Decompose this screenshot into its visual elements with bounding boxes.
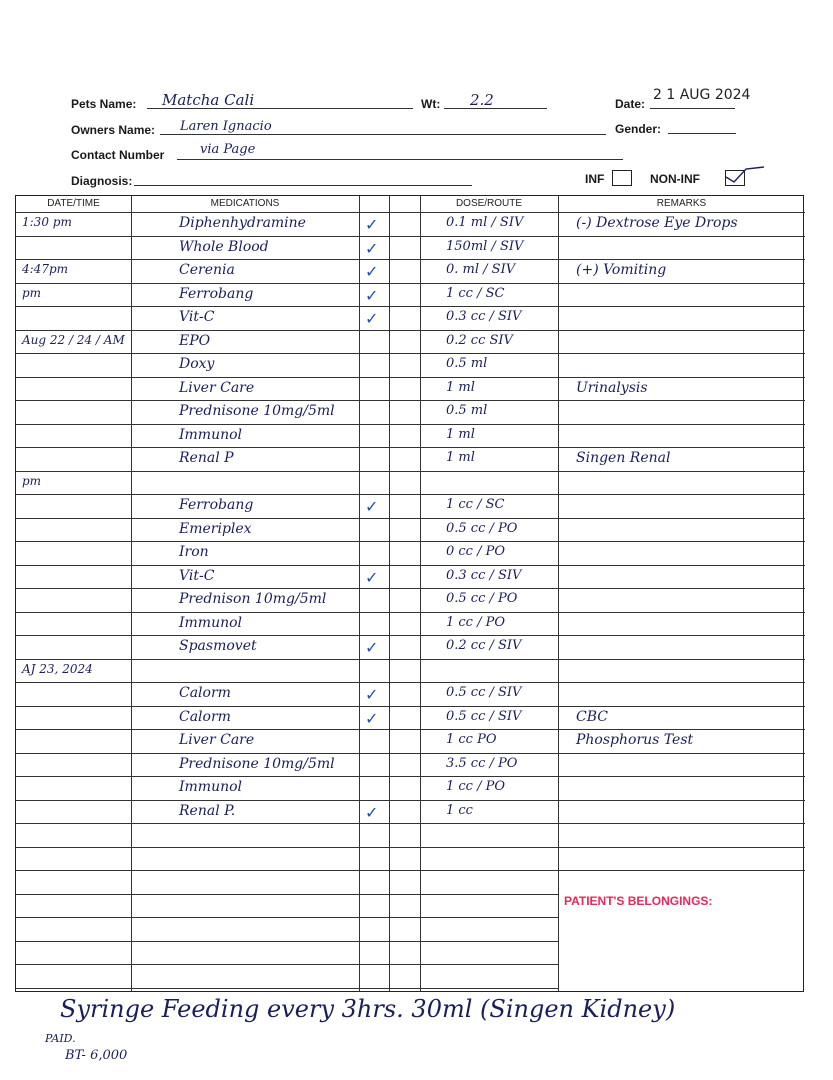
row-medication[interactable]: EPO (179, 332, 211, 349)
gender-line (668, 133, 736, 134)
row-divider (16, 729, 805, 730)
row-dose[interactable]: 0.5 cc / PO (446, 520, 518, 536)
row-dose[interactable]: 3.5 cc / PO (446, 755, 518, 771)
owners-name-label: Owners Name: (71, 123, 156, 137)
row-medication[interactable]: Emeriplex (179, 520, 252, 537)
row-time[interactable]: Aug 22 / 24 / AM (22, 332, 125, 347)
row-medication[interactable]: Renal P (179, 450, 234, 466)
row-divider (16, 917, 558, 918)
row-check-icon[interactable]: ✓ (365, 802, 379, 822)
row-divider (16, 612, 805, 613)
row-check-icon[interactable]: ✓ (365, 708, 379, 728)
row-check-icon[interactable]: ✓ (365, 285, 379, 305)
row-divider (16, 494, 805, 495)
row-divider (16, 518, 805, 519)
row-dose[interactable]: 1 ml (446, 426, 475, 442)
contact-value[interactable]: via Page (200, 142, 256, 157)
divider (558, 196, 559, 991)
column-header-dose: DOSE/ROUTE (455, 198, 523, 209)
row-check-icon[interactable]: ✓ (365, 262, 379, 281)
diagnosis-label: Diagnosis: (71, 174, 133, 188)
owners-name-line (160, 134, 606, 135)
column-header-medications: MEDICATIONS (210, 198, 280, 209)
contact-line (177, 159, 623, 160)
row-divider (16, 659, 805, 660)
row-dose[interactable]: 0.1 ml / SIV (446, 215, 524, 230)
wt-line (444, 108, 547, 109)
divider (359, 196, 360, 991)
column-header-datetime: DATE/TIME (47, 198, 100, 209)
row-divider (16, 894, 558, 895)
row-check-icon[interactable]: ✓ (365, 638, 379, 657)
row-medication[interactable]: Prednisone 10mg/5ml (179, 755, 335, 772)
row-divider (16, 964, 558, 965)
inf-checkbox[interactable] (612, 170, 632, 186)
noninf-label: NON-INF (650, 172, 700, 186)
row-dose[interactable]: 0.5 cc / SIV (446, 708, 522, 724)
row-check-icon[interactable]: ✓ (365, 567, 379, 587)
row-dose[interactable]: 1 cc / SC (446, 497, 505, 512)
row-medication[interactable]: Iron (179, 544, 209, 560)
row-time[interactable]: AJ 23, 2024 (22, 661, 93, 676)
row-dose[interactable]: 0.2 cc SIV (446, 332, 513, 348)
medication-log-table (15, 195, 804, 992)
row-divider (16, 212, 805, 213)
date-line (650, 108, 735, 109)
row-remark[interactable]: Phosphorus Test (576, 732, 694, 748)
gender-label: Gender: (615, 122, 662, 136)
row-dose[interactable]: 0.5 cc / SIV (446, 685, 522, 700)
row-divider (16, 447, 805, 448)
row-dose[interactable]: 0.5 ml (446, 356, 488, 371)
row-medication[interactable]: Renal P. (179, 802, 236, 819)
row-dose[interactable]: 1 ml (446, 379, 475, 395)
noninf-checkbox[interactable] (725, 170, 745, 186)
row-dose[interactable]: 0.5 ml (446, 403, 488, 418)
row-medication[interactable]: Vit-C (179, 309, 215, 325)
row-medication[interactable]: Liver Care (179, 732, 255, 748)
row-medication[interactable]: Doxy (179, 356, 215, 372)
date-label: Date: (615, 97, 646, 111)
row-dose[interactable]: 0.2 cc / SIV (446, 638, 522, 653)
row-check-icon[interactable]: ✓ (365, 238, 379, 258)
row-divider (16, 941, 558, 942)
divider (420, 196, 421, 991)
row-dose[interactable]: 150ml / SIV (446, 238, 524, 254)
divider (389, 196, 390, 991)
row-medication[interactable]: Diphenhydramine (179, 215, 306, 231)
wt-value[interactable]: 2.2 (470, 91, 494, 109)
row-medication[interactable]: Calorm (179, 708, 231, 725)
inf-label: INF (585, 172, 605, 186)
row-medication[interactable]: Liver Care (179, 379, 255, 396)
wt-label: Wt: (421, 97, 441, 111)
row-check-icon[interactable]: ✓ (365, 497, 379, 516)
contact-label: Contact Number (71, 148, 165, 162)
date-stamp[interactable]: 2 1 AUG 2024 (653, 87, 751, 103)
owners-name-value[interactable]: Laren Ignacio (180, 119, 272, 134)
row-divider (16, 377, 805, 378)
row-medication[interactable]: Ferrobang (179, 497, 254, 513)
row-divider (16, 635, 805, 636)
row-divider (16, 988, 558, 989)
row-divider (16, 706, 805, 707)
column-header-remarks: REMARKS (656, 198, 707, 209)
row-remark[interactable]: (-) Dextrose Eye Drops (576, 215, 738, 231)
row-divider (16, 353, 805, 354)
row-medication[interactable]: Immunol (179, 614, 243, 631)
row-time[interactable]: pm (22, 285, 42, 300)
row-divider (16, 800, 805, 801)
row-check-icon[interactable]: ✓ (365, 309, 379, 328)
row-remark[interactable]: Urinalysis (576, 379, 648, 396)
paid-note: PAID. (45, 1032, 76, 1045)
row-time[interactable]: 1:30 pm (22, 215, 72, 229)
row-divider (16, 870, 805, 871)
row-medication[interactable]: Ferrobang (179, 285, 254, 302)
row-dose[interactable]: 1 ml (446, 450, 475, 465)
row-divider (16, 565, 805, 566)
row-divider (16, 236, 805, 237)
row-medication[interactable]: Whole Blood (179, 238, 269, 255)
divider (131, 196, 132, 991)
row-remark[interactable]: Singen Renal (576, 450, 671, 466)
row-divider (16, 424, 805, 425)
row-dose[interactable]: 1 cc (446, 802, 473, 818)
row-medication[interactable]: Prednison 10mg/5ml (179, 591, 327, 607)
row-divider (16, 471, 805, 472)
row-dose[interactable]: 1 cc / PO (446, 779, 506, 794)
row-dose[interactable]: 1 cc / SC (446, 285, 505, 301)
row-dose[interactable]: 1 cc / PO (446, 614, 506, 630)
row-time[interactable]: 4:47pm (22, 262, 69, 276)
row-divider (16, 682, 805, 683)
row-divider (16, 283, 805, 284)
pets-name-value[interactable]: Matcha Cali (162, 91, 255, 109)
row-check-icon[interactable]: ✓ (365, 685, 379, 704)
pets-name-label: Pets Name: (71, 97, 137, 111)
row-dose[interactable]: 1 cc PO (446, 732, 497, 747)
row-divider (16, 259, 805, 260)
checkmark-icon (724, 165, 764, 187)
row-divider (16, 753, 805, 754)
row-medication[interactable]: Cerenia (179, 262, 235, 278)
diagnosis-line (134, 185, 472, 186)
bt-note: BT- 6,000 (65, 1048, 128, 1063)
row-medication[interactable]: Calorm (179, 685, 231, 701)
feeding-note: Syringe Feeding every 3hrs. 30ml (Singen Kidney) (60, 995, 676, 1023)
row-divider (16, 400, 805, 401)
row-dose[interactable]: 0.5 cc / PO (446, 591, 518, 606)
row-divider (16, 588, 805, 589)
row-divider (16, 306, 805, 307)
row-medication[interactable]: Spasmovet (179, 638, 257, 654)
row-dose[interactable]: 0. ml / SIV (446, 262, 516, 277)
row-divider (16, 330, 805, 331)
row-time[interactable]: pm (22, 473, 42, 488)
row-dose[interactable]: 0.3 cc / SIV (446, 309, 522, 324)
row-medication[interactable]: Vit-C (179, 567, 215, 584)
row-dose[interactable]: 0 cc / PO (446, 544, 506, 559)
row-divider (16, 823, 805, 824)
row-medication[interactable]: Prednisone 10mg/5ml (179, 403, 335, 419)
row-medication[interactable]: Immunol (179, 426, 243, 443)
row-remark[interactable]: CBC (576, 708, 608, 725)
row-remark[interactable]: (+) Vomiting (576, 262, 667, 278)
row-divider (16, 541, 805, 542)
row-medication[interactable]: Immunol (179, 779, 243, 795)
patients-belongings-label: PATIENT'S BELONGINGS: (564, 894, 713, 908)
row-divider (16, 847, 805, 848)
row-divider (16, 776, 805, 777)
row-dose[interactable]: 0.3 cc / SIV (446, 567, 522, 583)
row-check-icon[interactable]: ✓ (365, 215, 379, 234)
